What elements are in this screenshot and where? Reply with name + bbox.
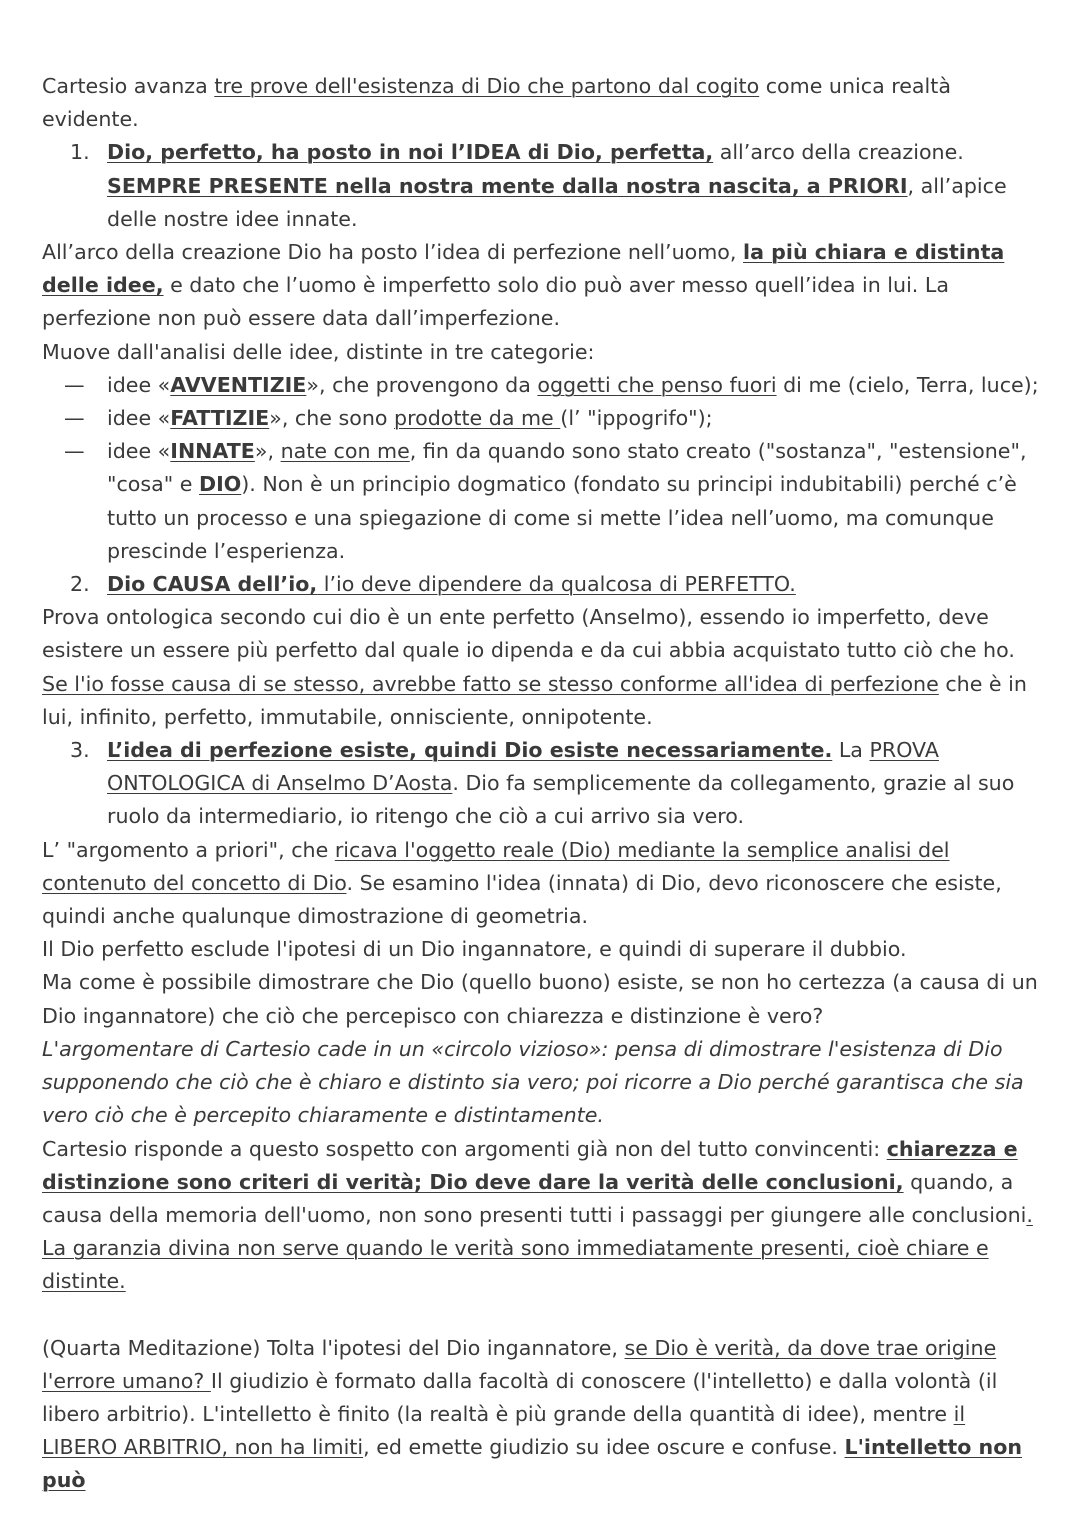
text: »,	[254, 439, 281, 464]
text: L’ "argomento a priori", che	[42, 837, 335, 862]
paragraph	[42, 933, 1042, 966]
underlined-text: chiarezza e distinzione sono criteri di verità; Dio deve dare la verità delle conclusioni,	[42, 1136, 1018, 1194]
numbered-item-3	[42, 734, 1042, 834]
paragraph-quarta-meditazione	[42, 1332, 1042, 1498]
paragraph	[42, 966, 1042, 1032]
text: Il giudizio è formato dalla facoltà di conoscere (l'intelletto) e dalla volontà (il libero arbitrio). L'intelletto è finito (la realtà è più grande della quantità di idee), mentre	[42, 1368, 998, 1426]
text: », che provengono da	[306, 372, 538, 397]
paragraph	[42, 1133, 1042, 1299]
list-number: 3.	[70, 738, 90, 763]
underlined-text: oggetti che penso fuori	[537, 372, 777, 397]
text: ). Non è un principio dogmatico (fondato su principi indubitabili) perché c’è tutto un processo e una spiegazione di come si mette l’idea nell’uomo, ma comunque prescinde l’esperienza.	[107, 472, 1017, 563]
bold-text	[107, 174, 908, 198]
underlined-text: il LIBERO ARBITRIO, non ha limiti	[42, 1401, 966, 1460]
underlined-text: L’idea di perfezione esiste, quindi Dio esiste necessariamente.	[107, 738, 833, 763]
italic-text: L'argomentare di Cartesio cade in un «circolo vizioso»: pensa di dimostrare l'esistenza di Dio supponendo che ciò che è chiaro e distinto sia vero; poi ricorre a Dio perché garantisca che sia vero ciò che è percepito chiaramente e distintamente.	[42, 1036, 1024, 1128]
underlined-text: L'intelletto non può	[42, 1435, 1023, 1493]
text: La	[832, 738, 870, 763]
underlined-text: Dio, perfetto, ha posto in noi l’IDEA di Dio, perfetta,	[107, 140, 714, 165]
text: all’arco della creazione.	[713, 140, 964, 165]
dash-bullet: —	[64, 372, 85, 397]
text: che è in lui, infinito, perfetto, immutabile, onnisciente, onnipotente.	[42, 671, 1027, 729]
text: Il Dio perfetto esclude l'ipotesi di un Dio ingannatore, e quindi di superare il dubbio.	[42, 937, 907, 962]
underlined-text: DIO	[198, 472, 242, 497]
paragraph	[42, 336, 1042, 369]
bold-text	[199, 472, 241, 496]
bullet-item-avventizie	[42, 369, 1042, 402]
text: come unica realtà evidente.	[42, 74, 951, 132]
blank-line	[42, 1299, 1042, 1332]
bold-text	[107, 572, 317, 596]
text: quando, a causa della memoria dell'uomo, non sono presenti tutti i passaggi per giungere alle conclusioni	[42, 1169, 1027, 1227]
underlined-text: . La garanzia divina non serve quando le verità sono immediatamente presenti, cioè chiare e distinte.	[42, 1202, 1033, 1294]
bold-text	[170, 406, 269, 430]
text: Ma come è possibile dimostrare che Dio (quello buono) esiste, se non ho certezza (a causa di un Dio ingannatore) che ciò che percepisco con chiarezza e distinzione è vero?	[42, 970, 1038, 1028]
paragraph	[42, 601, 1042, 734]
text: Cartesio avanza	[42, 74, 215, 98]
text: (Quarta Meditazione) Tolta l'ipotesi del Dio ingannatore,	[42, 1335, 625, 1360]
text: Cartesio risponde a questo sospetto con argomenti già non del tutto convincenti:	[42, 1136, 887, 1161]
text: idee «	[107, 406, 171, 431]
underlined-text: prodotte da me	[394, 406, 561, 431]
text: idee «	[107, 372, 171, 397]
paragraph-italic	[42, 1033, 1042, 1133]
text: Muove dall'analisi delle idee, distinte in tre categorie:	[42, 339, 595, 364]
numbered-item-1	[42, 136, 1042, 236]
document-page	[42, 70, 1042, 1498]
text: Prova ontologica secondo cui dio è un ente perfetto (Anselmo), essendo io imperfetto, deve esistere un essere più perfetto dal quale io dipenda e da cui abbia acquistato tutto ciò che ho.	[42, 605, 1015, 663]
bold-text	[107, 738, 832, 762]
underlined-text: Se l'io fosse causa di se stesso, avrebbe fatto se stesso conforme all'idea di perfezione	[42, 671, 939, 696]
text: , all’apice delle nostre idee innate.	[107, 173, 1007, 231]
paragraph	[42, 236, 1042, 336]
text: , fin da quando sono stato creato ("sostanza", "estensione", "cosa" e	[107, 439, 1027, 497]
text: e dato che l’uomo è imperfetto solo dio può aver messo quell’idea in lui. La perfezione non può essere data dall’imperfezione.	[42, 273, 949, 331]
underlined-text: FATTIZIE	[170, 406, 270, 431]
list-number: 2.	[70, 572, 90, 597]
text: », che sono	[269, 406, 395, 431]
underlined-text: nate con me	[280, 439, 410, 464]
underlined-text: l’io deve dipendere da qualcosa di PERFETTO.	[317, 572, 796, 597]
underlined-text: SEMPRE PRESENTE nella nostra mente dalla nostra nascita, a PRIORI	[107, 173, 908, 198]
underlined-text: se Dio è verità, da dove trae origine l'errore umano?	[42, 1335, 997, 1393]
text: . Se esamino l'idea (innata) di Dio, devo riconoscere che esiste, quindi anche qualunque dimostrazione di geometria.	[42, 870, 1002, 929]
bold-text	[170, 373, 306, 397]
underlined-text: tre prove dell'esistenza di Dio che partono dal cogito	[214, 74, 760, 98]
underlined-text: la più chiara e distinta delle idee,	[42, 240, 1005, 298]
bullet-item-fattizie	[42, 402, 1042, 435]
text: . Dio fa semplicemente da collegamento, grazie al suo ruolo da intermediario, io ritengo che ciò a cui arrivo sia vero.	[107, 771, 1015, 829]
underlined-text: Dio CAUSA dell’io,	[107, 572, 318, 597]
paragraph-intro	[42, 70, 1042, 136]
underlined-text: PROVA ONTOLOGICA di Anselmo D’Aosta	[107, 738, 939, 796]
bold-text	[107, 140, 713, 164]
text: (l’ "ippogrifo");	[560, 406, 713, 431]
text: All’arco della creazione Dio ha posto l’idea di perfezione nell’uomo,	[42, 240, 744, 265]
bullet-item-innate	[42, 435, 1042, 568]
bold-text	[170, 439, 255, 463]
underlined-text: ricava l'oggetto reale (Dio) mediante la semplice analisi del contenuto del concetto di Dio	[42, 837, 950, 895]
text: idee «	[107, 439, 171, 464]
underlined-text: AVVENTIZIE	[170, 372, 307, 397]
paragraph	[42, 834, 1042, 934]
underlined-text: INNATE	[170, 439, 255, 464]
numbered-item-2	[42, 568, 1042, 601]
dash-bullet: —	[64, 406, 85, 431]
text: di me (cielo, Terra, luce);	[776, 372, 1039, 397]
text: , ed emette giudizio su idee oscure e confuse.	[363, 1435, 845, 1460]
list-number: 1.	[70, 140, 90, 165]
dash-bullet: —	[64, 439, 85, 464]
